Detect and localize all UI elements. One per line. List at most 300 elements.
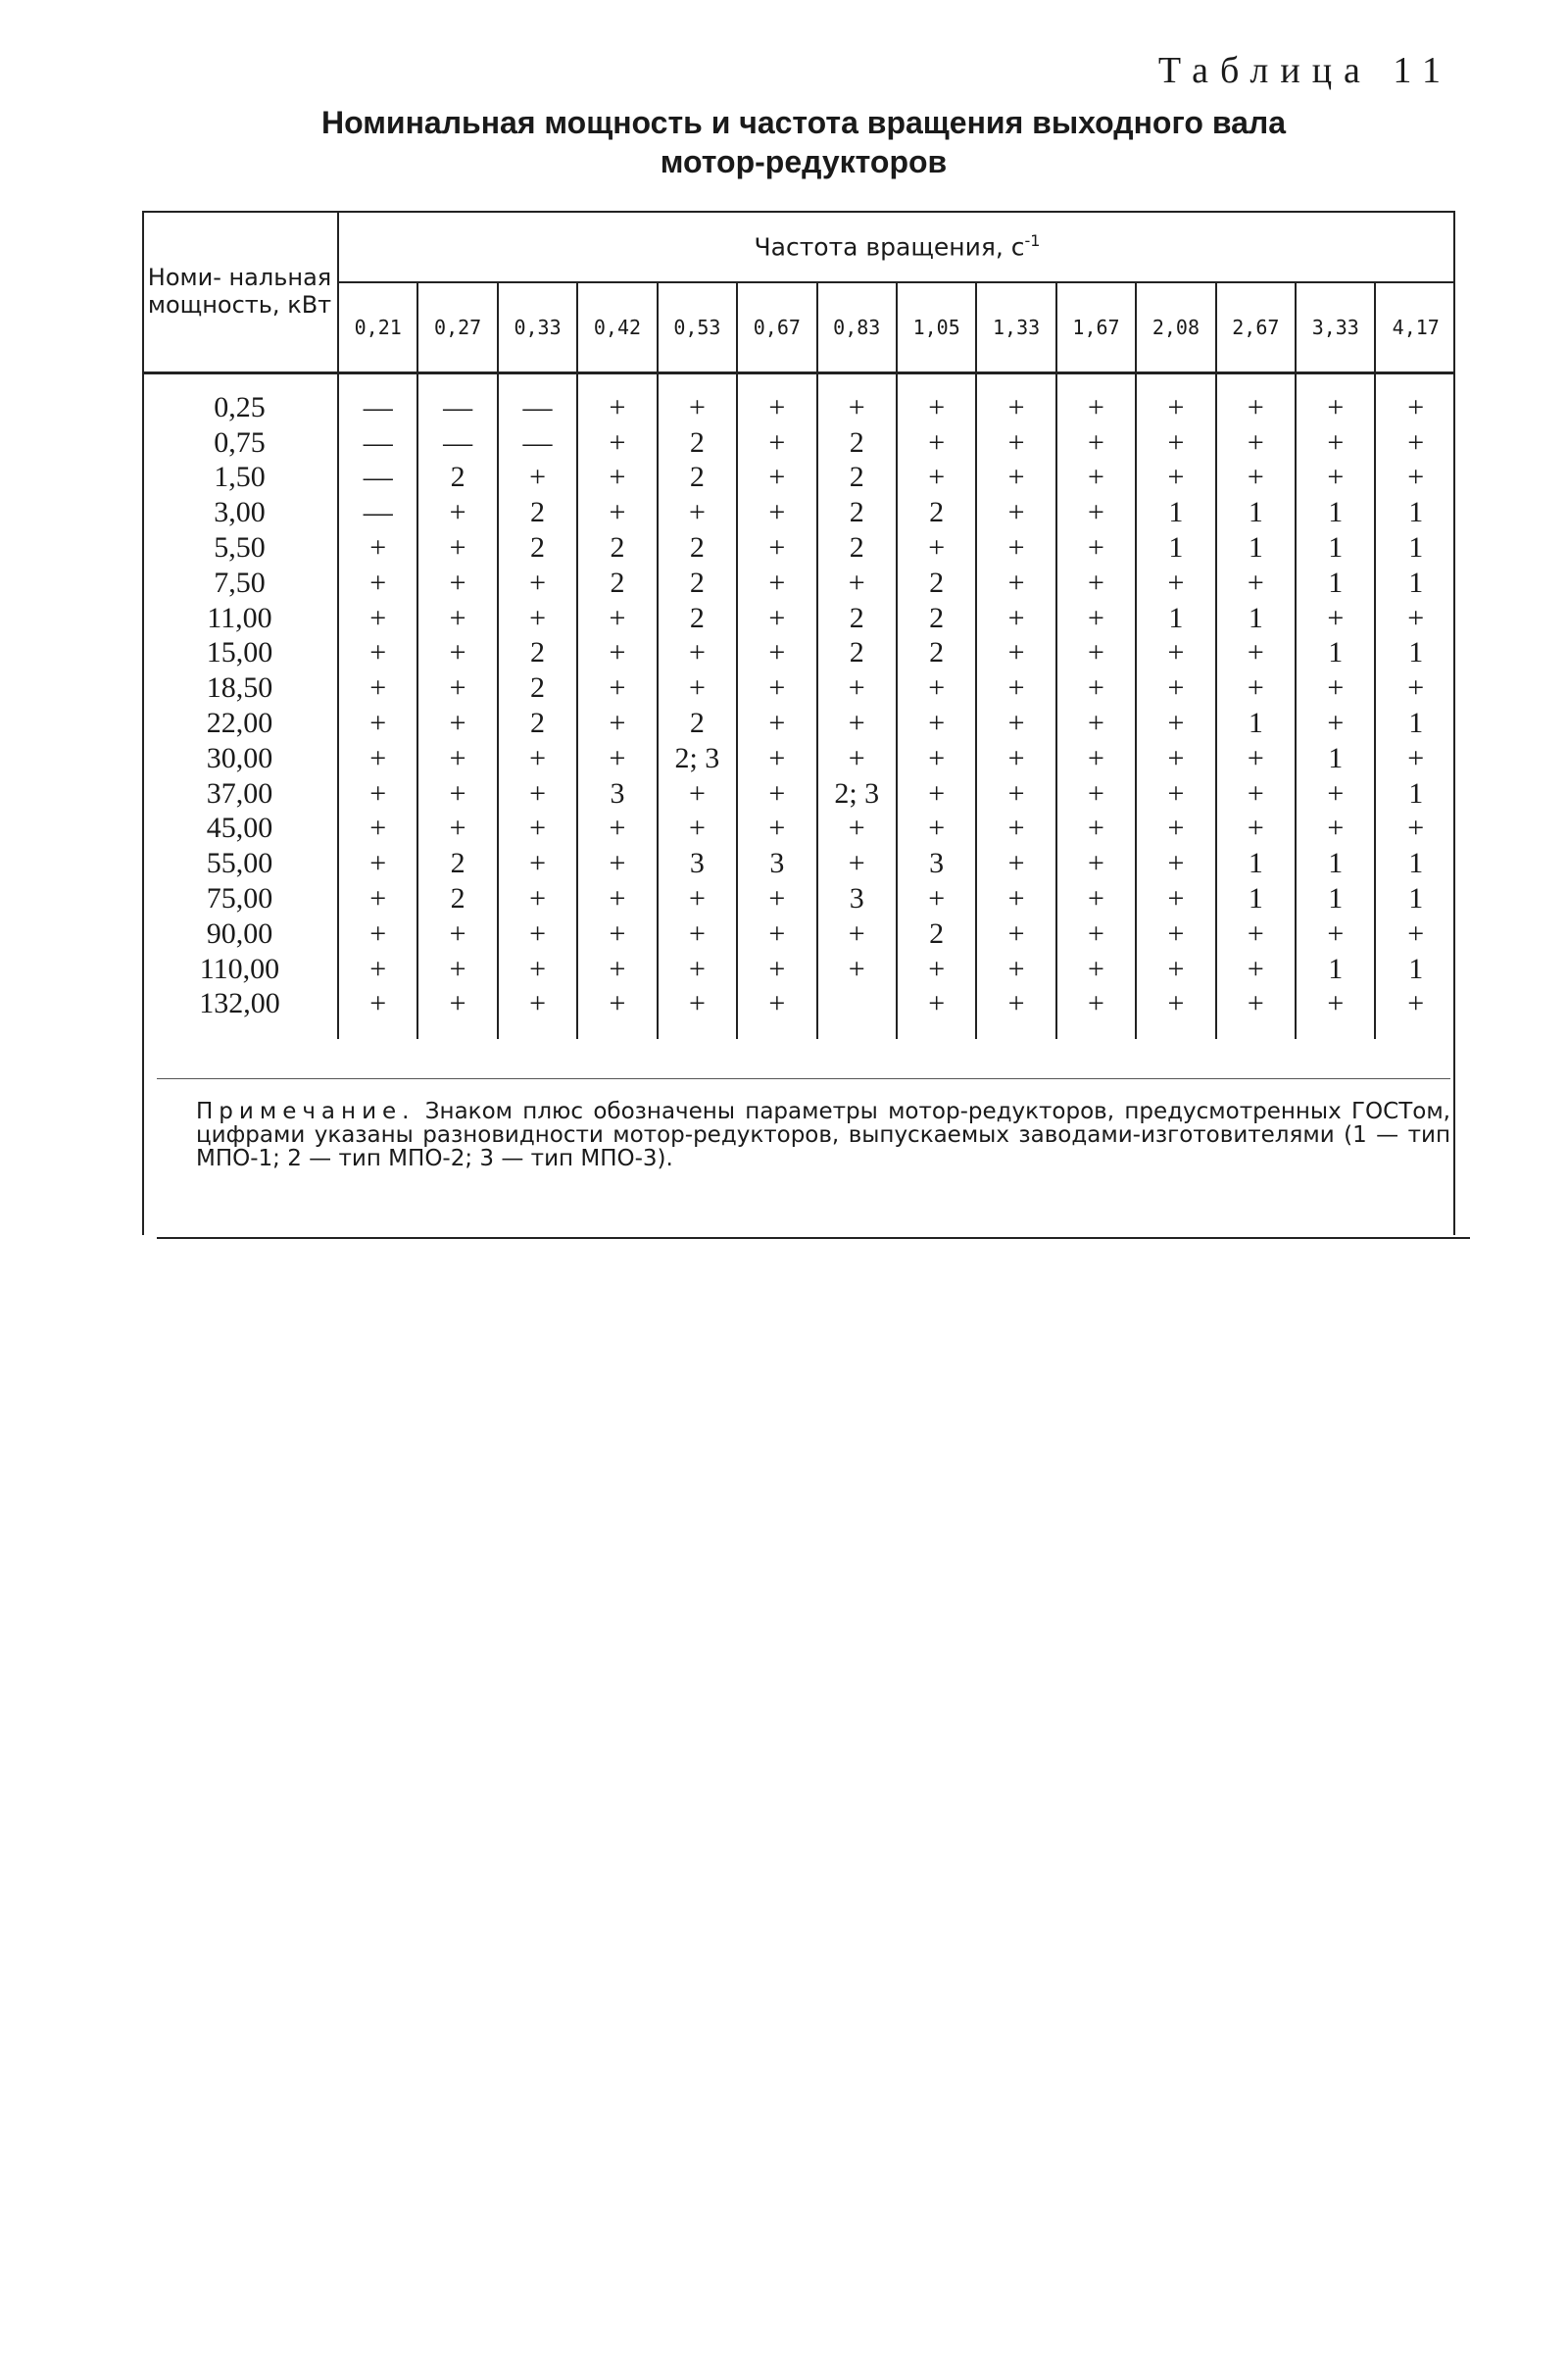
table-cell: 2 bbox=[658, 706, 737, 741]
table-cell: + bbox=[1216, 812, 1296, 847]
table-cell: + bbox=[338, 881, 417, 916]
table-cell: + bbox=[577, 881, 657, 916]
table-cell: 2 bbox=[897, 636, 976, 671]
table-cell: + bbox=[498, 846, 577, 881]
table-cell: + bbox=[976, 812, 1055, 847]
table-cell: + bbox=[1296, 916, 1375, 952]
column-header-7: 1,05 bbox=[897, 282, 976, 373]
column-header-3: 0,42 bbox=[577, 282, 657, 373]
column-header-5: 0,67 bbox=[737, 282, 816, 373]
table-cell: + bbox=[577, 495, 657, 530]
table-cell: + bbox=[417, 706, 497, 741]
row-power: 5,50 bbox=[142, 530, 338, 566]
table-cell: 1 bbox=[1136, 495, 1215, 530]
column-header-8: 1,33 bbox=[976, 282, 1055, 373]
table-cell: + bbox=[338, 846, 417, 881]
row-power: 30,00 bbox=[142, 741, 338, 776]
table-cell: 2 bbox=[817, 495, 897, 530]
table-cell: + bbox=[658, 812, 737, 847]
table-cell: + bbox=[338, 601, 417, 636]
table-cell: + bbox=[1296, 706, 1375, 741]
table-cell: + bbox=[1136, 636, 1215, 671]
column-header-0: 0,21 bbox=[338, 282, 417, 373]
table-cell: + bbox=[498, 916, 577, 952]
table-cell: + bbox=[1216, 776, 1296, 812]
table-cell: + bbox=[1216, 741, 1296, 776]
table-cell: + bbox=[338, 636, 417, 671]
note-label: Примечание. bbox=[196, 1099, 416, 1124]
table-cell: + bbox=[1136, 812, 1215, 847]
table-cell: + bbox=[737, 706, 816, 741]
table-cell: + bbox=[1056, 741, 1136, 776]
table-cell: + bbox=[1407, 671, 1425, 705]
table-row bbox=[142, 670, 1455, 706]
table-cell: 1 bbox=[1296, 741, 1375, 776]
table-row bbox=[142, 952, 1455, 987]
table-row bbox=[142, 846, 1455, 881]
table-cell: 2 bbox=[498, 636, 577, 671]
table-cell: + bbox=[737, 566, 816, 601]
table-row bbox=[142, 881, 1455, 916]
table-cell: + bbox=[658, 373, 737, 425]
table-cell: + bbox=[897, 952, 976, 987]
column-header-12: 3,33 bbox=[1296, 282, 1375, 373]
table-cell bbox=[817, 987, 897, 1040]
table-cell: 2 bbox=[417, 881, 497, 916]
row-power: 18,50 bbox=[142, 670, 338, 706]
table-cell: + bbox=[976, 916, 1055, 952]
row-power: 45,00 bbox=[142, 812, 338, 847]
table-cell: — bbox=[417, 425, 497, 461]
table-cell: + bbox=[577, 425, 657, 461]
table-cell: + bbox=[817, 846, 897, 881]
table-cell: + bbox=[976, 566, 1055, 601]
table-cell: + bbox=[338, 952, 417, 987]
table-cell: + bbox=[817, 812, 897, 847]
table-cell: + bbox=[658, 776, 737, 812]
table-cell: + bbox=[1216, 670, 1296, 706]
table-cell: 2 bbox=[817, 530, 897, 566]
table-cell: + bbox=[577, 916, 657, 952]
table-cell: + bbox=[577, 373, 657, 425]
row-power: 15,00 bbox=[142, 636, 338, 671]
table-cell: + bbox=[897, 461, 976, 496]
table-title bbox=[235, 103, 1372, 181]
table-cell: + bbox=[338, 706, 417, 741]
table-cell: + bbox=[1056, 987, 1136, 1040]
header-frequency bbox=[338, 211, 1455, 282]
table-cell: + bbox=[1216, 916, 1296, 952]
table-cell: 3 bbox=[577, 776, 657, 812]
table-cell: + bbox=[976, 776, 1055, 812]
table-cell: + bbox=[577, 670, 657, 706]
table-cell: + bbox=[417, 495, 497, 530]
table-cell: + bbox=[658, 987, 737, 1040]
table-cell: 2; 3 bbox=[817, 776, 897, 812]
table-cell: + bbox=[1407, 812, 1425, 845]
table-cell: + bbox=[817, 706, 897, 741]
table-cell: 1 bbox=[1408, 707, 1424, 740]
table-cell: + bbox=[897, 706, 976, 741]
column-header-11: 2,67 bbox=[1216, 282, 1296, 373]
table-cell: 1 bbox=[1296, 530, 1375, 566]
table-cell: + bbox=[498, 461, 577, 496]
table-cell: 2 bbox=[658, 601, 737, 636]
power-frequency-table bbox=[142, 211, 1455, 1039]
table-cell: + bbox=[976, 670, 1055, 706]
table-cell: + bbox=[1056, 846, 1136, 881]
table-cell: + bbox=[976, 706, 1055, 741]
table-cell: + bbox=[498, 776, 577, 812]
table-cell: + bbox=[737, 812, 816, 847]
table-cell: 2 bbox=[817, 601, 897, 636]
table-cell: + bbox=[577, 846, 657, 881]
table-cell: + bbox=[976, 881, 1055, 916]
row-power: 37,00 bbox=[142, 776, 338, 812]
table-cell: + bbox=[817, 566, 897, 601]
header-power: Номи- нальная мощность, кВт bbox=[142, 211, 338, 373]
table-cell: + bbox=[897, 776, 976, 812]
table-cell: + bbox=[498, 987, 577, 1040]
table-cell: + bbox=[338, 987, 417, 1040]
table-cell: 2 bbox=[417, 461, 497, 496]
table-cell: — bbox=[338, 373, 417, 425]
table-cell: + bbox=[1056, 670, 1136, 706]
table-cell: + bbox=[1056, 952, 1136, 987]
table-cell: + bbox=[658, 670, 737, 706]
table-cell: 2; 3 bbox=[658, 741, 737, 776]
table-cell: + bbox=[1136, 670, 1215, 706]
table-cell: + bbox=[1056, 916, 1136, 952]
row-power: 1,50 bbox=[142, 461, 338, 496]
table-cell: + bbox=[1407, 425, 1425, 459]
table-cell: + bbox=[737, 373, 816, 425]
column-header-1: 0,27 bbox=[417, 282, 497, 373]
table-cell: + bbox=[897, 881, 976, 916]
note-text: Знаком плюс обозначены параметры мотор-редукторов, предусмотренных ГОСТом, цифрами указаны разновидности мотор-редукторов, выпускаемых заводами-изготовителями (1 — тип МПО-1; 2 — тип МПО-2; 3 — тип МПО-3). bbox=[196, 1099, 1450, 1171]
table-cell: + bbox=[1296, 425, 1375, 461]
table-cell: + bbox=[1136, 461, 1215, 496]
bottom-rule bbox=[157, 1237, 1470, 1239]
table-cell: + bbox=[737, 530, 816, 566]
table-cell: 1 bbox=[1216, 530, 1296, 566]
table-cell: 1 bbox=[1216, 706, 1296, 741]
table-cell: + bbox=[737, 495, 816, 530]
table-cell: + bbox=[338, 916, 417, 952]
table-cell: + bbox=[976, 952, 1055, 987]
table-cell: + bbox=[577, 461, 657, 496]
table-cell: + bbox=[498, 741, 577, 776]
table-cell: + bbox=[1136, 741, 1215, 776]
table-body bbox=[142, 373, 1455, 1040]
row-power: 55,00 bbox=[142, 846, 338, 881]
table-cell: + bbox=[417, 601, 497, 636]
table-cell: 1 bbox=[1296, 881, 1375, 916]
table-cell: — bbox=[417, 373, 497, 425]
table-cell: + bbox=[658, 495, 737, 530]
table-cell: 1 bbox=[1216, 881, 1296, 916]
table-cell: + bbox=[1136, 776, 1215, 812]
table-cell: 2 bbox=[897, 495, 976, 530]
table-cell: 2 bbox=[658, 566, 737, 601]
table-cell: 2 bbox=[897, 916, 976, 952]
table-cell: 1 bbox=[1408, 636, 1424, 669]
table-note bbox=[196, 1100, 1450, 1170]
table-cell: + bbox=[976, 987, 1055, 1040]
table-cell: + bbox=[976, 636, 1055, 671]
table-cell: + bbox=[338, 670, 417, 706]
table-row bbox=[142, 601, 1455, 636]
table-cell: 1 bbox=[1296, 495, 1375, 530]
table-cell: 3 bbox=[897, 846, 976, 881]
table-cell: + bbox=[1296, 373, 1375, 425]
table-cell: 2 bbox=[658, 425, 737, 461]
table-cell: + bbox=[817, 916, 897, 952]
row-power: 90,00 bbox=[142, 916, 338, 952]
table-cell: + bbox=[737, 461, 816, 496]
table-cell: + bbox=[577, 636, 657, 671]
row-power: 75,00 bbox=[142, 881, 338, 916]
row-power: 0,75 bbox=[142, 425, 338, 461]
header-frequency-exponent: -1 bbox=[1024, 230, 1041, 250]
table-cell: + bbox=[417, 776, 497, 812]
table-cell: + bbox=[658, 636, 737, 671]
row-power: 22,00 bbox=[142, 706, 338, 741]
table-cell: + bbox=[1136, 881, 1215, 916]
table-cell: + bbox=[1056, 776, 1136, 812]
table-cell: + bbox=[976, 530, 1055, 566]
header-frequency-label: Частота вращения, с bbox=[754, 232, 1025, 262]
table-cell: + bbox=[897, 741, 976, 776]
table-cell: + bbox=[658, 881, 737, 916]
table-cell: 3 bbox=[658, 846, 737, 881]
table-cell: + bbox=[976, 741, 1055, 776]
table-cell: + bbox=[737, 987, 816, 1040]
row-power: 132,00 bbox=[142, 987, 338, 1040]
column-header-4: 0,53 bbox=[658, 282, 737, 373]
table-cell: + bbox=[1296, 812, 1375, 847]
table-cell: + bbox=[417, 987, 497, 1040]
table-cell: + bbox=[1056, 530, 1136, 566]
table-cell: + bbox=[1136, 916, 1215, 952]
table-cell: 2 bbox=[577, 566, 657, 601]
table-cell: + bbox=[1056, 425, 1136, 461]
table-row bbox=[142, 425, 1455, 461]
column-header-9: 1,67 bbox=[1056, 282, 1136, 373]
table-cell: + bbox=[1056, 636, 1136, 671]
table-cell: — bbox=[338, 495, 417, 530]
table-cell: 2 bbox=[577, 530, 657, 566]
table-cell: 1 bbox=[1296, 636, 1375, 671]
table-cell: 1 bbox=[1408, 847, 1424, 880]
table-cell: 1 bbox=[1136, 530, 1215, 566]
table-cell: 1 bbox=[1408, 531, 1424, 565]
table-cell: + bbox=[1407, 601, 1425, 634]
table-cell: + bbox=[897, 373, 976, 425]
table-cell: + bbox=[976, 461, 1055, 496]
table-cell: + bbox=[1296, 461, 1375, 496]
table-cell: + bbox=[1136, 846, 1215, 881]
table-cell: + bbox=[417, 741, 497, 776]
table-cell: + bbox=[1216, 425, 1296, 461]
table-cell: + bbox=[498, 566, 577, 601]
table-cell: + bbox=[1056, 461, 1136, 496]
table-cell: 1 bbox=[1216, 495, 1296, 530]
row-power: 3,00 bbox=[142, 495, 338, 530]
table-cell: + bbox=[897, 425, 976, 461]
table-cell: 2 bbox=[417, 846, 497, 881]
table-cell: + bbox=[338, 566, 417, 601]
table-cell: + bbox=[1136, 373, 1215, 425]
row-power: 0,25 bbox=[142, 373, 338, 425]
table-cell: + bbox=[1407, 987, 1425, 1020]
table-cell: + bbox=[1136, 952, 1215, 987]
table-cell: + bbox=[817, 952, 897, 987]
table-cell: + bbox=[498, 952, 577, 987]
table-row bbox=[142, 566, 1455, 601]
table-cell: 2 bbox=[817, 425, 897, 461]
table-cell: + bbox=[817, 741, 897, 776]
table-cell: + bbox=[1216, 636, 1296, 671]
table-cell: + bbox=[577, 812, 657, 847]
table-cell: + bbox=[1056, 881, 1136, 916]
table-title-line-2: мотор-редукторов bbox=[660, 144, 948, 179]
row-power: 7,50 bbox=[142, 566, 338, 601]
table-cell: + bbox=[1407, 916, 1425, 950]
table-cell: + bbox=[498, 601, 577, 636]
table-cell: 2 bbox=[498, 706, 577, 741]
column-header-10: 2,08 bbox=[1136, 282, 1215, 373]
table-row bbox=[142, 776, 1455, 812]
column-header-row bbox=[142, 282, 1455, 373]
table-cell: + bbox=[577, 952, 657, 987]
table-cell: + bbox=[1296, 601, 1375, 636]
column-header-13: 4,17 bbox=[1375, 282, 1455, 373]
table-cell: + bbox=[817, 670, 897, 706]
table-cell: + bbox=[1296, 987, 1375, 1040]
note-separator bbox=[157, 1078, 1450, 1079]
row-power: 11,00 bbox=[142, 601, 338, 636]
table-cell: + bbox=[976, 601, 1055, 636]
table-cell: 1 bbox=[1216, 846, 1296, 881]
table-row bbox=[142, 636, 1455, 671]
table-cell: + bbox=[338, 776, 417, 812]
table-row bbox=[142, 916, 1455, 952]
table-cell: + bbox=[417, 952, 497, 987]
table-cell: + bbox=[1056, 601, 1136, 636]
row-power: 110,00 bbox=[142, 952, 338, 987]
table-cell: + bbox=[737, 636, 816, 671]
table-cell: + bbox=[1056, 495, 1136, 530]
table-cell: 1 bbox=[1296, 846, 1375, 881]
table-cell: + bbox=[1136, 706, 1215, 741]
table-cell: 2 bbox=[498, 530, 577, 566]
table-cell: + bbox=[417, 670, 497, 706]
table-cell: + bbox=[1216, 566, 1296, 601]
table-cell: + bbox=[1216, 987, 1296, 1040]
table-cell: + bbox=[737, 425, 816, 461]
table-cell: + bbox=[737, 741, 816, 776]
table-cell: 2 bbox=[658, 461, 737, 496]
table-cell: + bbox=[1056, 566, 1136, 601]
table-cell: + bbox=[658, 916, 737, 952]
table-row bbox=[142, 706, 1455, 741]
table-cell: + bbox=[417, 812, 497, 847]
table-cell: 2 bbox=[498, 495, 577, 530]
table-cell: + bbox=[577, 741, 657, 776]
table-row bbox=[142, 987, 1455, 1040]
table-cell: — bbox=[338, 461, 417, 496]
table-row bbox=[142, 373, 1455, 425]
column-header-6: 0,83 bbox=[817, 282, 897, 373]
table-row bbox=[142, 530, 1455, 566]
table-cell: + bbox=[737, 670, 816, 706]
table-cell: — bbox=[498, 373, 577, 425]
table-cell: 2 bbox=[498, 670, 577, 706]
table-cell: + bbox=[1136, 987, 1215, 1040]
table-cell: + bbox=[1136, 566, 1215, 601]
table-cell: + bbox=[658, 952, 737, 987]
table-cell: + bbox=[1216, 952, 1296, 987]
table-title-line-1: Номинальная мощность и частота вращения выходного вала bbox=[321, 105, 1286, 140]
table-cell: 3 bbox=[817, 881, 897, 916]
table-cell: + bbox=[976, 495, 1055, 530]
table-row bbox=[142, 461, 1455, 496]
table-cell: 2 bbox=[897, 566, 976, 601]
table-cell: + bbox=[737, 601, 816, 636]
table-cell: + bbox=[1056, 812, 1136, 847]
table-cell: + bbox=[417, 636, 497, 671]
table-cell: 1 bbox=[1136, 601, 1215, 636]
table-cell: + bbox=[1136, 425, 1215, 461]
table-row bbox=[142, 812, 1455, 847]
table-cell: 1 bbox=[1296, 566, 1375, 601]
table-cell: + bbox=[1216, 373, 1296, 425]
table-cell: 2 bbox=[817, 461, 897, 496]
table-cell: 1 bbox=[1408, 952, 1424, 985]
table-cell: + bbox=[737, 952, 816, 987]
table-cell: + bbox=[1296, 776, 1375, 812]
table-cell: + bbox=[1056, 706, 1136, 741]
table-cell: + bbox=[338, 530, 417, 566]
table-cell: + bbox=[1056, 373, 1136, 425]
table-cell: + bbox=[976, 846, 1055, 881]
table-cell: + bbox=[817, 373, 897, 425]
table-cell: + bbox=[1407, 390, 1425, 423]
table-cell: + bbox=[1296, 670, 1375, 706]
table-cell: 1 bbox=[1296, 952, 1375, 987]
table-cell: + bbox=[338, 741, 417, 776]
table-cell: 2 bbox=[817, 636, 897, 671]
table-cell: — bbox=[498, 425, 577, 461]
table-cell: + bbox=[976, 373, 1055, 425]
table-row bbox=[142, 495, 1455, 530]
table-cell: + bbox=[897, 530, 976, 566]
column-header-2: 0,33 bbox=[498, 282, 577, 373]
table-row bbox=[142, 741, 1455, 776]
table-cell: + bbox=[1407, 741, 1425, 774]
table-cell: 2 bbox=[897, 601, 976, 636]
table-cell: + bbox=[1407, 461, 1425, 494]
table-cell: + bbox=[897, 670, 976, 706]
table-cell: + bbox=[417, 530, 497, 566]
table-cell: 3 bbox=[737, 846, 816, 881]
table-cell: + bbox=[897, 812, 976, 847]
table-cell: + bbox=[737, 776, 816, 812]
table-number: Таблица 11 bbox=[1157, 50, 1452, 91]
table-cell: — bbox=[338, 425, 417, 461]
table-cell: + bbox=[737, 916, 816, 952]
